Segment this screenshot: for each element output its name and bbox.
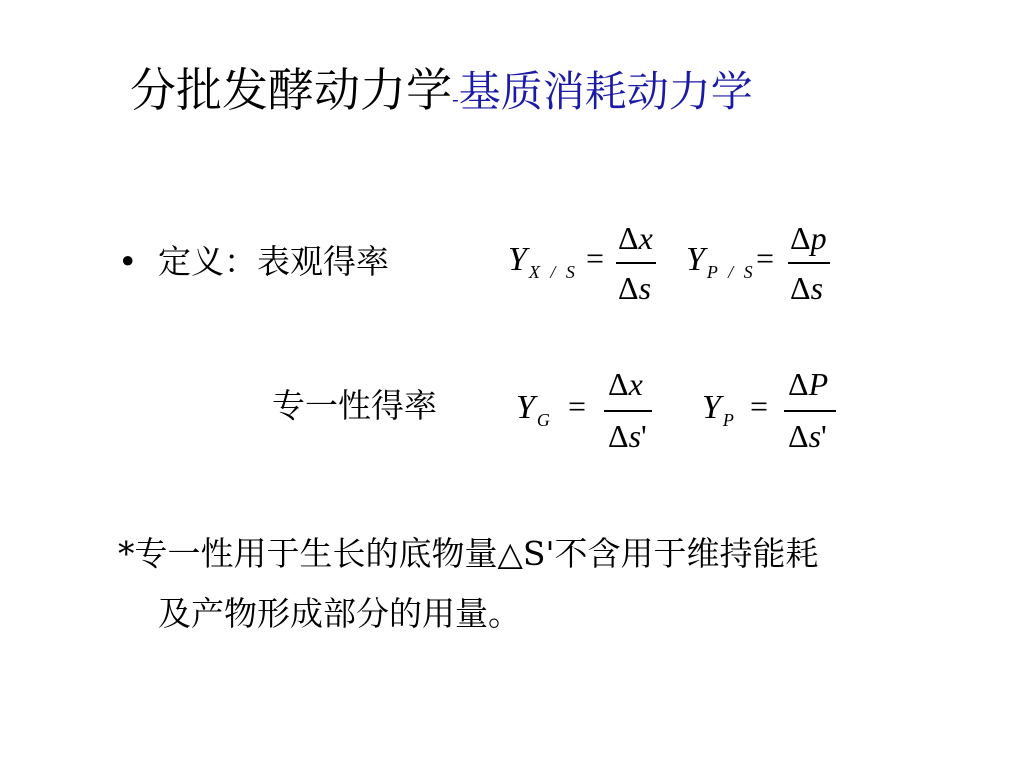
- formula-y: Y $_{X / S}$: [508, 241, 578, 282]
- title-subtitle: 基质消耗动力学: [458, 67, 753, 116]
- formula-subscript: X / S: [528, 262, 578, 282]
- formula-numerator: ΔP: [788, 366, 829, 402]
- fraction-bar: [616, 262, 656, 264]
- formula-subscript: P: [722, 410, 737, 430]
- formula-numerator: Δx: [618, 220, 653, 256]
- formula-yps: [686, 218, 846, 318]
- formula-equals: =: [750, 388, 769, 424]
- formula-subscript: G: [536, 410, 553, 430]
- footnote-line-1: *专一性用于生长的底物量△S'不含用于维持能耗: [118, 534, 819, 573]
- formula-denominator: Δs': [608, 418, 647, 454]
- definition-bullet: [118, 240, 389, 284]
- specific-yield-label: 专一性得率: [272, 386, 437, 425]
- formula-denominator: Δs: [790, 270, 824, 306]
- definition-label: 定义：表观得率: [158, 242, 389, 281]
- formula-yp: [702, 364, 852, 464]
- formula-denominator: Δs: [618, 270, 652, 306]
- footnote-line-2: 及产物形成部分的用量。: [158, 594, 521, 633]
- formula-numerator: Δx: [608, 366, 643, 402]
- formula-y: Y $_{P / S}$: [686, 241, 756, 282]
- title-main: 分批发酵动力学: [130, 63, 452, 117]
- slide-title: [130, 60, 753, 129]
- footnote: [118, 524, 998, 644]
- formula-yxs: [508, 218, 658, 318]
- formula-equals: =: [568, 388, 587, 424]
- formula-numerator: Δp: [790, 220, 827, 256]
- fraction-bar: [788, 262, 830, 264]
- formula-y: Y $_P$: [702, 389, 737, 430]
- formula-equals: =: [756, 240, 775, 276]
- bullet-marker: •: [118, 242, 138, 281]
- title-separator: -: [452, 87, 459, 111]
- fraction-bar: [784, 410, 836, 412]
- formula-y: Y $_G$: [516, 389, 553, 430]
- fraction-bar: [604, 410, 652, 412]
- formula-equals: =: [586, 240, 605, 276]
- formula-yg: [516, 364, 666, 464]
- formula-subscript: P / S: [706, 262, 756, 282]
- formula-denominator: Δs': [788, 418, 827, 454]
